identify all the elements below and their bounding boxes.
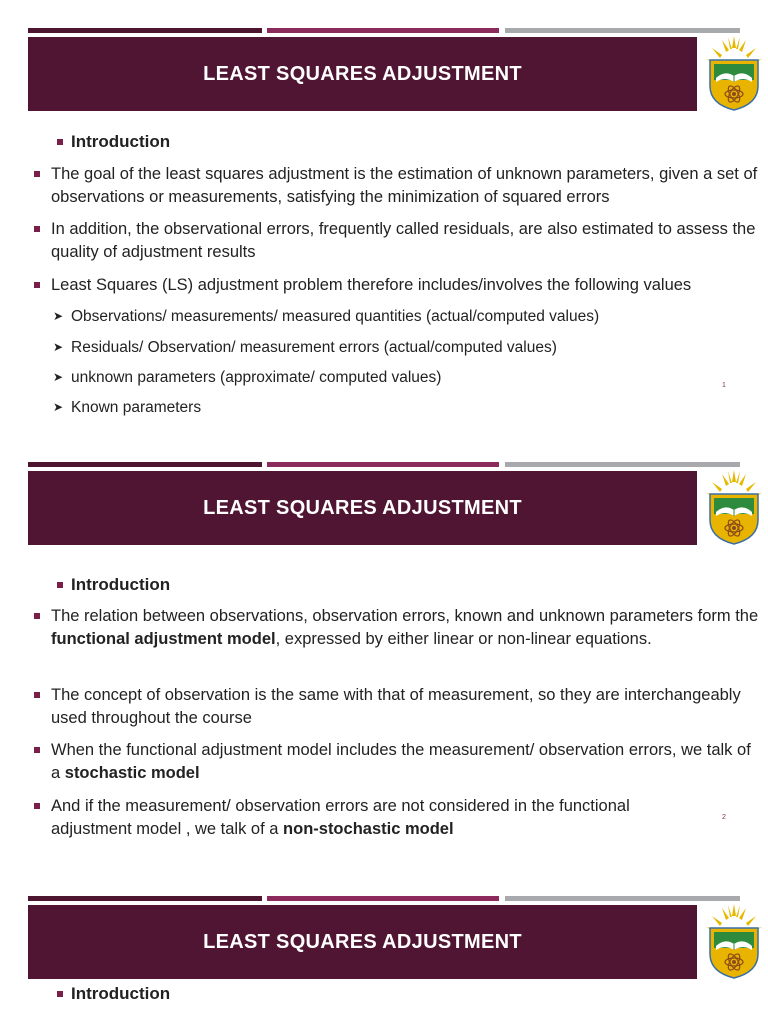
bar-gray <box>505 462 740 467</box>
square-bullet-icon <box>34 171 40 177</box>
sub-item-text: unknown parameters (approximate/ computed values) <box>71 369 442 386</box>
section-heading: Introduction <box>71 132 171 151</box>
slide-1 <box>0 28 768 428</box>
bar-mid <box>267 462 499 467</box>
bar-dark <box>28 462 262 467</box>
slide-header <box>28 471 697 545</box>
bar-mid <box>267 28 499 33</box>
sub-item-text: Observations/ measurements/ measured quantities (actual/computed values) <box>71 308 600 325</box>
decorative-bars <box>28 28 740 33</box>
slide-title: LEAST SQUARES ADJUSTMENT <box>203 930 522 953</box>
bullet-text: In addition, the observational errors, frequently called residuals, are also estimated to assess the quality of adjustment results <box>51 220 756 261</box>
bar-dark <box>28 28 262 33</box>
sub-item-text: Known parameters <box>71 399 202 416</box>
bar-gray <box>505 28 740 33</box>
bullet-text: The concept of observation is the same with that of measurement, so they are interchangeably used throughout the course <box>51 686 741 727</box>
slide-header <box>28 37 697 111</box>
university-logo-icon <box>702 468 766 546</box>
university-logo-icon <box>702 34 766 112</box>
sub-item-text: Residuals/ Observation/ measurement errors (actual/computed values) <box>71 339 557 356</box>
arrow-bullet-icon: ➤ <box>53 370 64 384</box>
slide-title: LEAST SQUARES ADJUSTMENT <box>203 62 522 85</box>
slide-header <box>28 905 697 979</box>
page-number: 2 <box>722 814 726 821</box>
square-bullet-icon <box>57 139 63 145</box>
bullet-text: The goal of the least squares adjustment is the estimation of unknown parameters, given a set of observations or measurements, satisfying the minimization of squared errors <box>51 165 758 206</box>
bullet-text: When the functional adjustment model includes the measurement/ observation errors, we talk of a stochastic model <box>51 741 751 782</box>
bullet-text: The relation between observations, observation errors, known and unknown parameters form the functional adjustment model, expressed by either linear or non-linear equations. <box>51 607 759 648</box>
bar-dark <box>28 896 262 901</box>
square-bullet-icon <box>34 747 40 753</box>
decorative-bars <box>28 462 740 467</box>
bar-gray <box>505 896 740 901</box>
square-bullet-icon <box>34 282 40 288</box>
square-bullet-icon <box>34 226 40 232</box>
arrow-bullet-icon: ➤ <box>53 309 64 323</box>
slide-3 <box>0 896 768 1024</box>
decorative-bars <box>28 896 740 901</box>
square-bullet-icon <box>57 991 63 997</box>
page-number: 1 <box>722 382 726 389</box>
slide-2 <box>0 462 768 862</box>
arrow-bullet-icon: ➤ <box>53 400 64 414</box>
square-bullet-icon <box>34 803 40 809</box>
section-heading: Introduction <box>71 575 171 594</box>
section-heading: Introduction <box>71 984 171 1003</box>
bullet-text: And if the measurement/ observation errors are not considered in the functional adjustment model , we talk of a non-stochastic model <box>51 797 630 838</box>
bar-mid <box>267 896 499 901</box>
university-logo-icon <box>702 902 766 980</box>
bullet-text: Least Squares (LS) adjustment problem therefore includes/involves the following values <box>51 276 692 294</box>
slide-title: LEAST SQUARES ADJUSTMENT <box>203 496 522 519</box>
arrow-bullet-icon: ➤ <box>53 340 64 354</box>
square-bullet-icon <box>57 582 63 588</box>
square-bullet-icon <box>34 613 40 619</box>
square-bullet-icon <box>34 692 40 698</box>
